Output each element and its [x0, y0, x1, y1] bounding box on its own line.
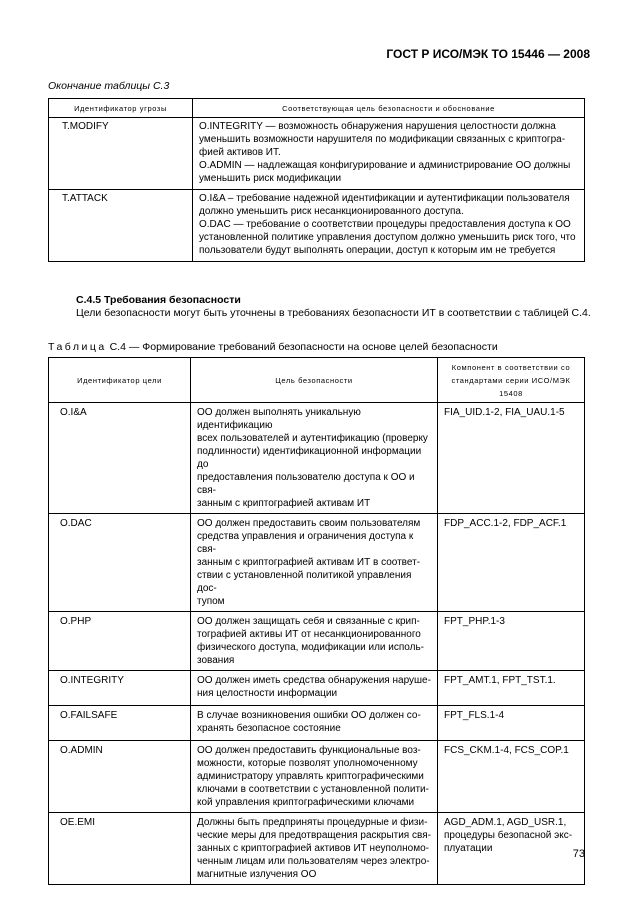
- threat-objective: [193, 118, 585, 190]
- security-objective: [191, 741, 438, 813]
- text-line: занных с криптографией активов ИТ неуполномо-: [197, 843, 429, 854]
- component: [438, 403, 585, 514]
- table-c3-caption: Окончание таблицы С.3: [48, 80, 170, 92]
- text-line: ОО должен предоставить своим пользователям: [197, 518, 421, 529]
- security-objective: [191, 813, 438, 885]
- component: [438, 671, 585, 706]
- text-line: O.INTEGRITY — возможность обнаружения нарушения целостности должна: [199, 121, 556, 132]
- component: [438, 612, 585, 671]
- text-line: В случае возникновения ошибки ОО должен со-: [197, 710, 421, 721]
- objective-id: O.I&A: [49, 403, 191, 514]
- table-row: [49, 706, 585, 741]
- text-line: установленной политике управления доступом должно уменьшить риск того, что: [199, 232, 576, 243]
- text-line: хранять безопасное состояние: [197, 723, 341, 734]
- table-row: [49, 741, 585, 813]
- text-line: процедуры безопасной экс-: [444, 830, 573, 841]
- text-line: магнитные излучения ОО: [197, 869, 317, 880]
- text-line: FIA_UID.1-2, FIA_UAU.1-5: [444, 407, 565, 418]
- objective-id: O.DAC: [49, 514, 191, 612]
- text-line: фией активов ИТ.: [199, 147, 281, 158]
- text-line: O.I&A – требование надежной идентификации и аутентификации пользователя: [199, 193, 570, 204]
- text-line: ОО должен иметь средства обнаружения наруше-: [197, 675, 431, 686]
- text-line: FPT_PHP.1-3: [444, 616, 505, 627]
- text-line: FCS_CKM.1-4, FCS_COP.1: [444, 745, 569, 756]
- text-line: FPT_AMT.1, FPT_TST.1.: [444, 675, 556, 686]
- text-line: ченным лицам или пользователям через электро-: [197, 856, 430, 867]
- component: [438, 741, 585, 813]
- caption-text: С.4 — Формирование требований безопасности на основе целей безопасности: [106, 341, 498, 353]
- threat-id: T.MODIFY: [49, 118, 193, 190]
- text-line: администратору управлять криптографическими: [197, 771, 424, 782]
- text-line: занным с криптографией активам ИТ: [197, 498, 371, 509]
- caption-label: Таблица: [48, 341, 107, 353]
- objective-id: O.FAILSAFE: [49, 706, 191, 741]
- text-line: ния целостности информации: [197, 688, 338, 699]
- text-line: зования: [197, 655, 235, 666]
- objective-id: O.ADMIN: [49, 741, 191, 813]
- table-c4-caption: [48, 341, 498, 353]
- text-line: предоставления пользователю доступа к ОО и свя-: [197, 472, 415, 496]
- table-header-row: [49, 99, 585, 118]
- document-header: ГОСТ Р ИСО/МЭК ТО 15446 — 2008: [386, 47, 590, 61]
- column-header: Соответствующая цель безопасности и обоснование: [193, 99, 585, 118]
- table-c3: [48, 98, 585, 262]
- objective-id: O.PHP: [49, 612, 191, 671]
- text-line: пользователи будут выполнять операции, доступ к которым им не требуется: [199, 245, 556, 256]
- text-line: уменьшить риск модификации: [199, 173, 342, 184]
- text-line: ческие меры для предотвращения раскрытия свя-: [197, 830, 431, 841]
- text-line: FDP_ACC.1-2, FDP_ACF.1: [444, 518, 567, 529]
- text-line: средства управления и ограничения доступа к свя-: [197, 531, 414, 555]
- text-line: ключами в соответствии с установленной полити-: [197, 784, 429, 795]
- text-line: ОО должен выполнять уникальную идентификацию: [197, 407, 361, 431]
- text-line: ОО должен защищать себя и связанные с крип-: [197, 616, 420, 627]
- text-line: физического доступа, модификации или исполь-: [197, 642, 424, 653]
- component: [438, 514, 585, 612]
- table-row: [49, 514, 585, 612]
- column-header: Компонент в соответствии со стандартами серии ИСО/МЭК 15408: [438, 358, 585, 403]
- page-number: 73: [572, 848, 585, 860]
- table-header-row: [49, 358, 585, 403]
- text-line: тупом: [197, 596, 225, 607]
- table-row: [49, 671, 585, 706]
- table-row: [49, 612, 585, 671]
- objective-id: OE.EMI: [49, 813, 191, 885]
- text-line: ОО должен предоставить функциональные воз-: [197, 745, 421, 756]
- section-heading: C.4.5 Требования безопасности: [76, 294, 241, 306]
- text-line: всех пользователей и аутентификацию (проверку: [197, 433, 428, 444]
- table-c4: [48, 357, 585, 885]
- security-objective: [191, 403, 438, 514]
- text-line: FPT_FLS.1-4: [444, 710, 505, 721]
- threat-objective: [193, 190, 585, 262]
- text-line: O.DAC — требование о соответствии процедуры предоставления доступа к ОО: [199, 219, 571, 230]
- objective-id: O.INTEGRITY: [49, 671, 191, 706]
- text-line: AGD_ADM.1, AGD_USR.1,: [444, 817, 567, 828]
- column-header: Цель безопасности: [191, 358, 438, 403]
- text-line: кой управления криптографическими ключами: [197, 797, 415, 808]
- security-objective: [191, 612, 438, 671]
- text-line: можности, которые позволят уполномоченному: [197, 758, 418, 769]
- component: [438, 706, 585, 741]
- text-line: подлинности) идентификационной информации до: [197, 446, 422, 470]
- text-line: уменьшить возможности нарушителя по модификации связанных с криптогра-: [199, 134, 566, 145]
- text-line: занным с криптографией активам ИТ в соответ-: [197, 557, 421, 568]
- column-header: Идентификатор цели: [49, 358, 191, 403]
- text-line: тографией активы ИТ от несанкционированного: [197, 629, 421, 640]
- text-line: должно уменьшить риск несанкционированного доступа.: [199, 206, 464, 217]
- table-row: [49, 118, 585, 190]
- threat-id: T.ATTACK: [49, 190, 193, 262]
- security-objective: [191, 514, 438, 612]
- table-row: [49, 190, 585, 262]
- security-objective: [191, 706, 438, 741]
- security-objective: [191, 671, 438, 706]
- text-line: плуатации: [444, 843, 493, 854]
- column-header: Идентификатор угрозы: [49, 99, 193, 118]
- table-row: [49, 813, 585, 885]
- text-line: O.ADMIN — надлежащая конфигурирование и администрирование ОО должны: [199, 160, 571, 171]
- table-row: [49, 403, 585, 514]
- section-text: Цели безопасности могут быть уточнены в требованиях безопасности ИТ в соответствии с таблицей С.4.: [76, 307, 591, 319]
- text-line: Должны быть предприняты процедурные и физи-: [197, 817, 428, 828]
- text-line: ствии с установленной политикой управления дос-: [197, 570, 412, 594]
